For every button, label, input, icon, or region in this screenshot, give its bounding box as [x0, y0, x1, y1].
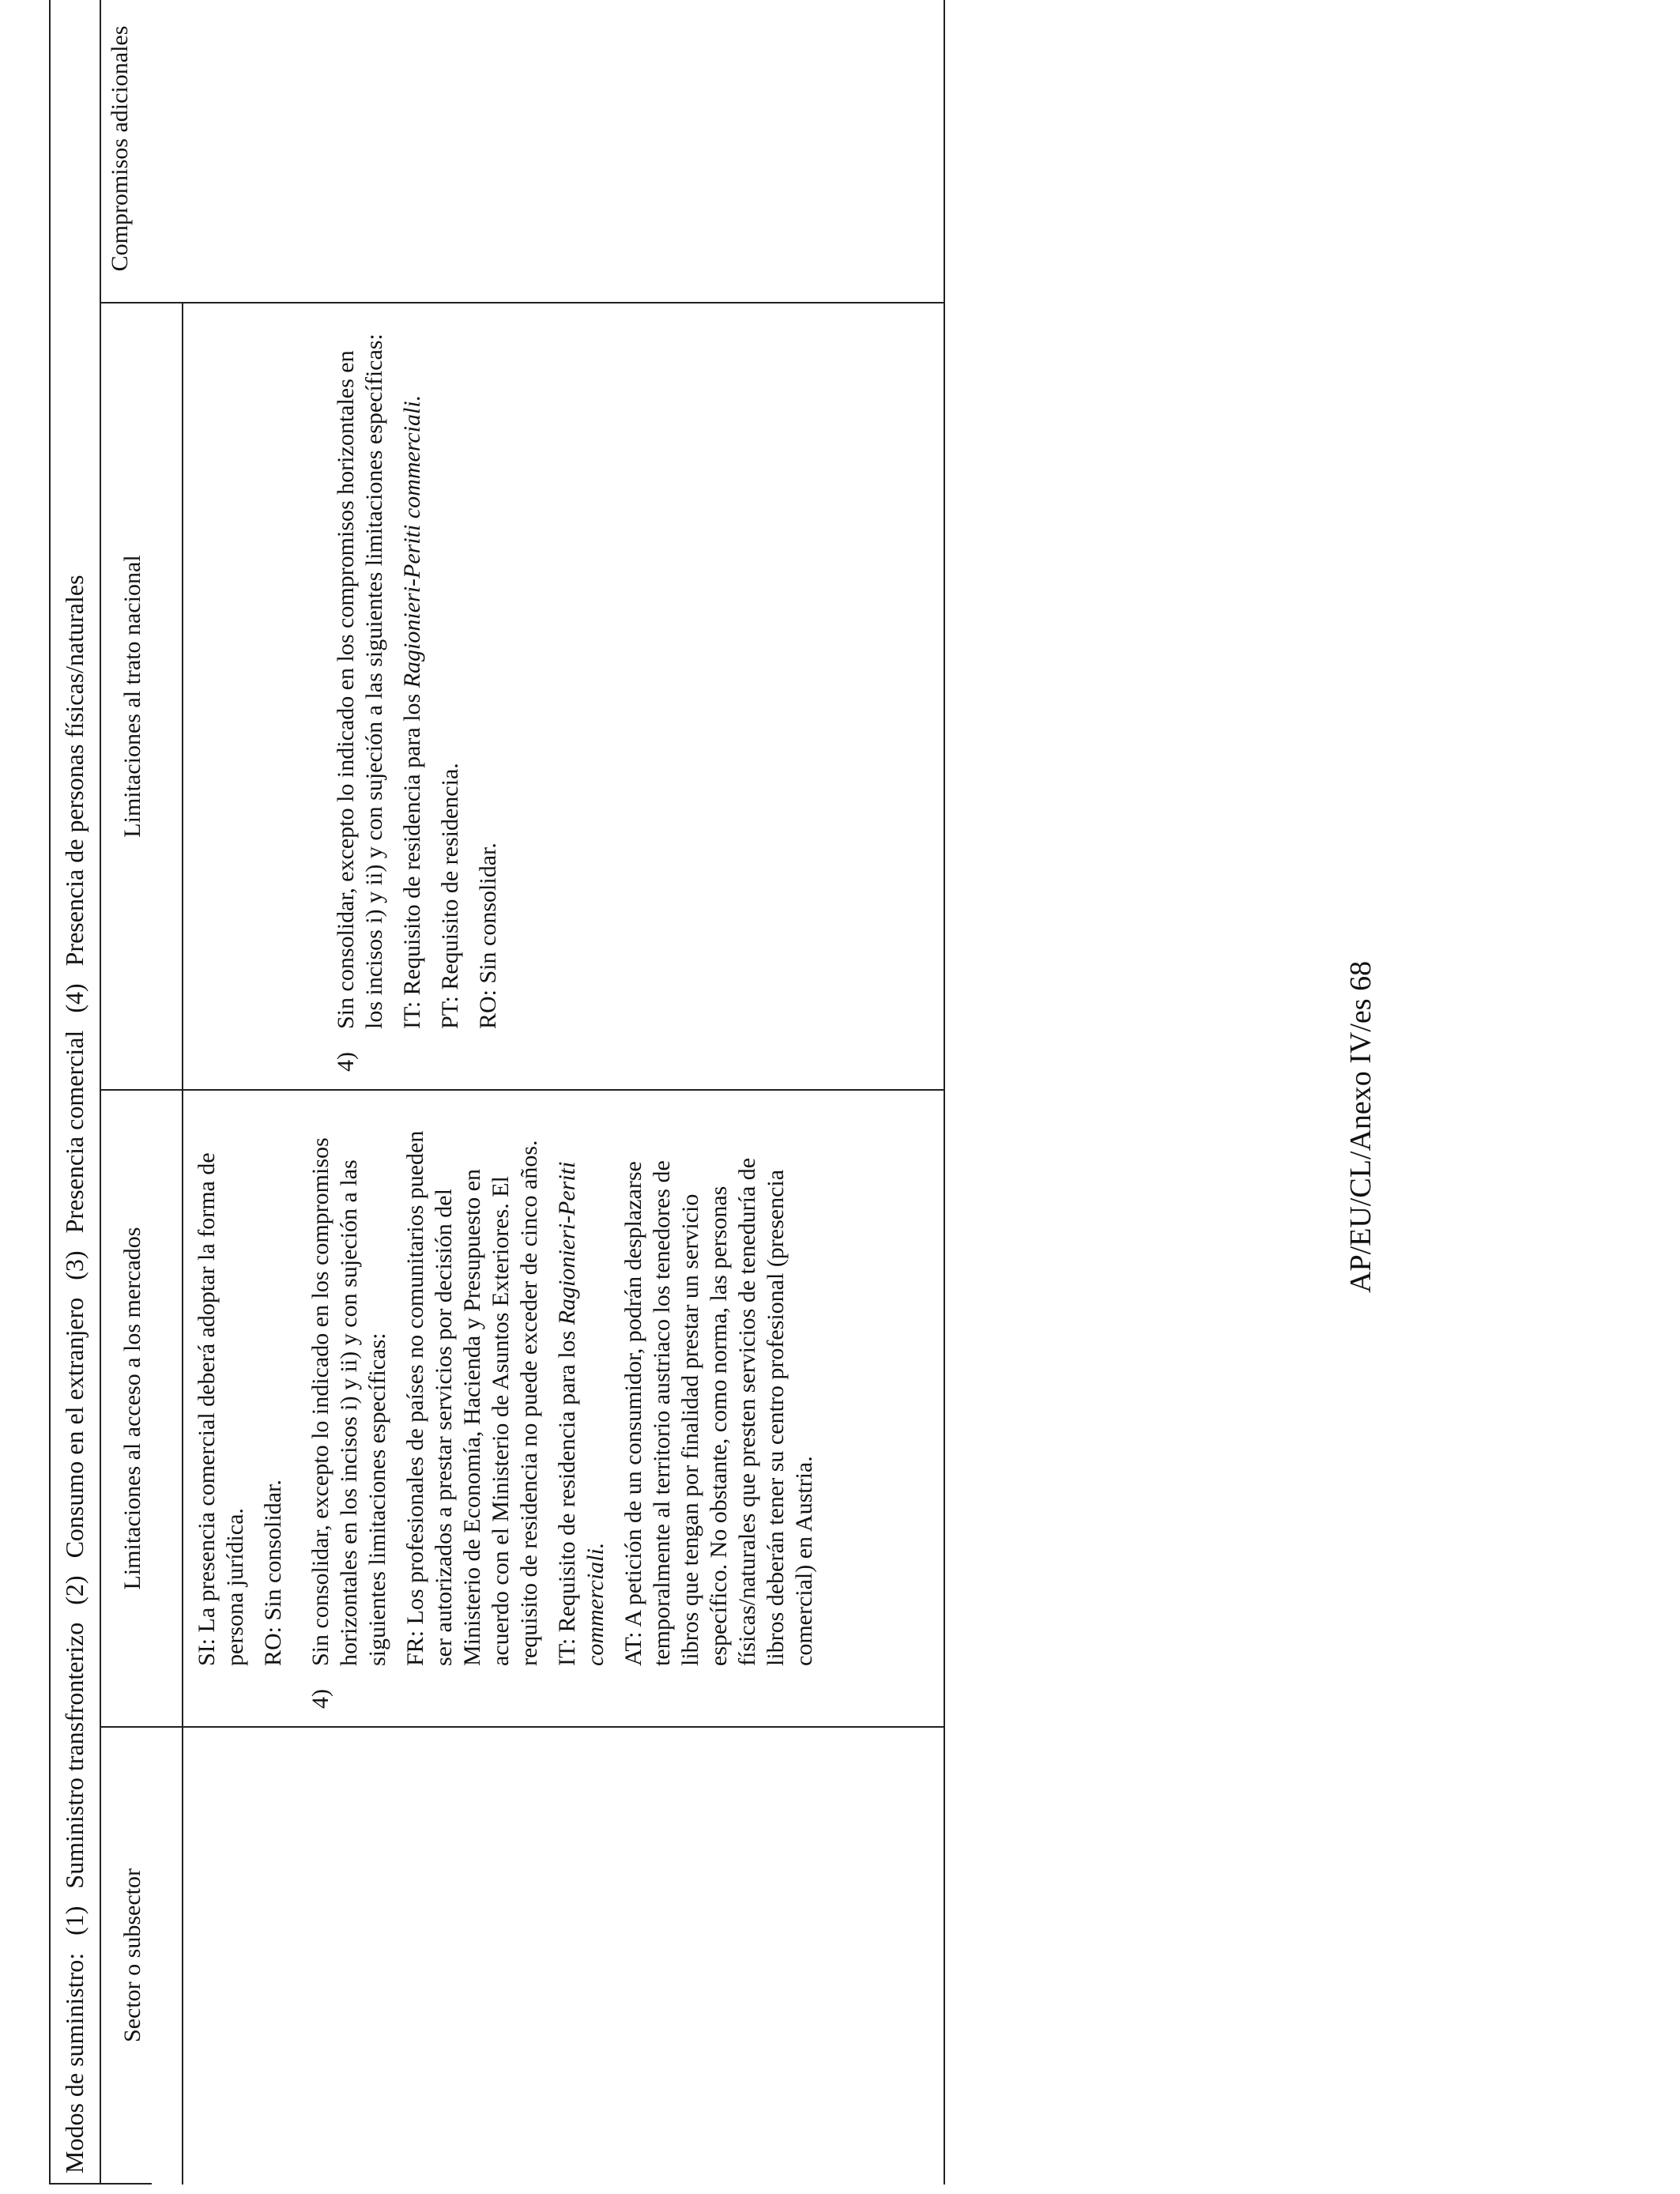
table-border-bottom [944, 0, 945, 2185]
modes-label: Modos de suministro: [59, 1952, 89, 2173]
national-mode4-intro: Sin consolidar, excepto lo indicado en los compromisos horizontales en los incisos i) y ii) y con sujeción a las siguientes limitaciones específicas: [333, 334, 387, 1029]
mode-3-label: Presencia comercial [59, 1030, 89, 1234]
body-rule [182, 303, 183, 2185]
mode-1-number: (1) [59, 1906, 89, 1936]
mode-1-label: Suministro transfronterizo [59, 1622, 89, 1889]
mode-3-number: (3) [59, 1250, 89, 1280]
national-it-text: IT: Requisito de residencia para los [399, 688, 425, 1029]
supply-modes-row [52, 8, 96, 2173]
mode-4-label: Presencia de personas físicas/naturales [59, 575, 89, 967]
market-ro: RO: Sin consolidar. [260, 1480, 286, 1666]
market-mode4-number: 4) [307, 1689, 333, 1709]
market-it-text: IT: Requisito de residencia para los [554, 1325, 580, 1666]
mode-2-label: Consumo en el extranjero [59, 1297, 89, 1559]
page-footer: AP/EU/CL/Anexo IV/es 68 [1344, 960, 1377, 1293]
national-it [398, 321, 427, 1029]
market-fr: FR: Los profesionales de países no comunitarios pueden ser autorizados a prestar servicios por decisión del Ministerio de Economía, Hacienda y Presupuesto en acuerdo con el Ministerio de Asuntos Exteriores. El requisito de residencia no puede exceder de cinco años. [402, 1130, 542, 1666]
national-mode4-number: 4) [333, 1052, 359, 1072]
header-sector: Sector o subsector [119, 1868, 145, 2042]
market-at: AT: A petición de un consumidor, podrán desplazarse temporalmente al territorio austriaco los tenedores de libros que tengan por finalidad prestar un servicio específico. No obstante, como norma, las personas físicas/naturales que presten servicios de teneduría de libros deberán tener su centro profesional (presencia comercial) en Austria. [620, 1157, 817, 1666]
national-pt: PT: Requisito de residencia. [437, 763, 463, 1029]
market-access-cell [193, 1106, 828, 1709]
column-divider-1 [100, 1726, 944, 1728]
national-ro: RO: Sin consolidar. [475, 843, 501, 1029]
market-si: SI: La presencia comercial deberá adoptar la forma de persona jurídica. [194, 1152, 248, 1666]
header-rule [100, 303, 101, 2185]
market-mode4-intro: Sin consolidar, excepto lo indicado en los compromisos horizontales en los incisos i) y ii) y con sujeción a las siguientes limitaciones específicas: [307, 1137, 390, 1666]
mode-4-number: (4) [59, 983, 89, 1013]
national-it-italic: Ragionieri-Periti commerciali. [399, 394, 425, 688]
national-treatment-cell [332, 321, 512, 1072]
header-additional-commitments: Compromisos adicionales [107, 25, 133, 272]
header-national-treatment: Limitaciones al trato nacional [119, 555, 145, 838]
market-it [553, 1106, 610, 1666]
mode-2-number: (2) [59, 1575, 89, 1605]
market-it-italic: Ragionieri-Periti commerciali. [554, 1161, 608, 1666]
column-divider-3 [100, 302, 944, 303]
header-rule-right [100, 0, 101, 303]
column-divider-2 [100, 1089, 944, 1091]
header-market-access: Limitaciones al acceso a los mercados [119, 1227, 145, 1590]
table-border-top [49, 0, 51, 2185]
